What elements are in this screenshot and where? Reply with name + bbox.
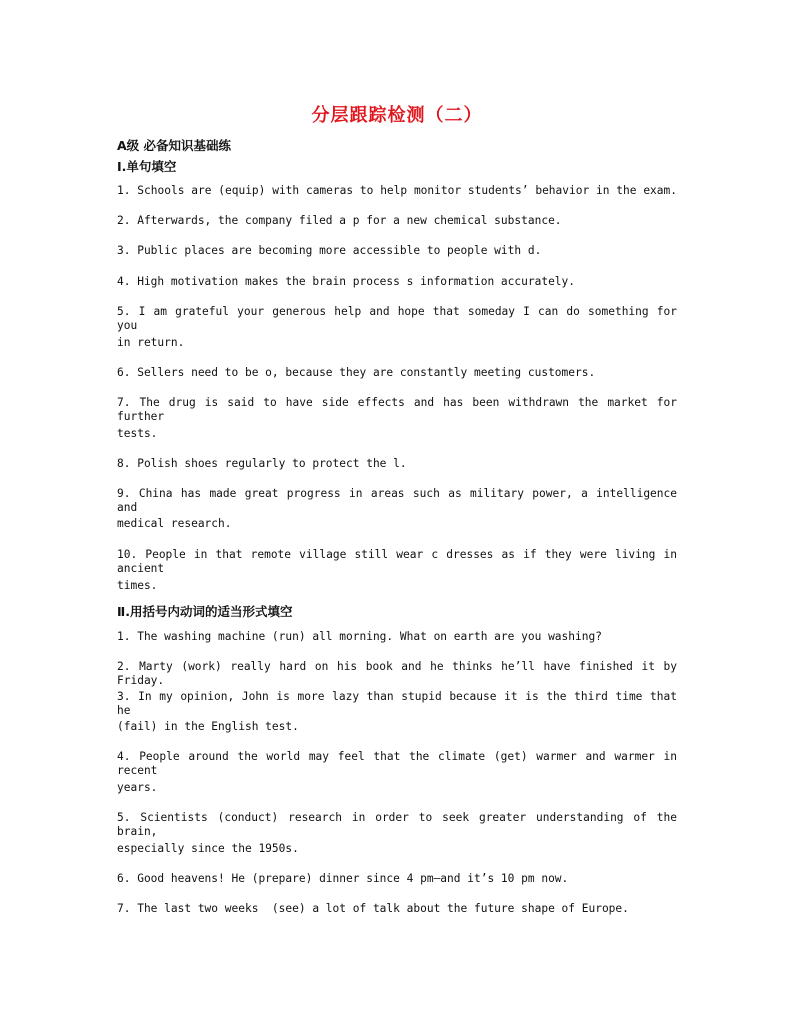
page-title: 分层跟踪检测（二） <box>311 105 483 126</box>
exercise-line: (fail) in the English test. <box>117 720 299 733</box>
exercise-line: in return. <box>117 336 185 349</box>
exercise-line: 3. In my opinion, John is more lazy than stupid because it is the third time that he <box>117 690 677 717</box>
exercise-line: 1. The washing machine (run) all morning. What on earth are you washing? <box>117 630 602 643</box>
exercise-line: 3. Public places are becoming more accessible to people with d. <box>117 244 542 257</box>
exercise-line: 2. Marty (work) really hard on his book and he thinks he’ll have finished it by Friday. <box>117 660 677 687</box>
exercise-line: times. <box>117 579 158 592</box>
exercise-line: 6. Good heavens! He (prepare) dinner since 4 pm—and it’s 10 pm now. <box>117 872 569 885</box>
exercise-line: 7. The drug is said to have side effects and has been withdrawn the market for further <box>117 396 677 423</box>
exercise-line: 10. People in that remote village still wear c dresses as if they were living in ancient <box>117 548 677 575</box>
exercise-line: 7. The last two weeks (see) a lot of talk about the future shape of Europe. <box>117 902 629 915</box>
exercise-line: 4. People around the world may feel that the climate (get) warmer and warmer in recent <box>117 750 677 777</box>
exercise-line: 4. High motivation makes the brain process s information accurately. <box>117 275 576 288</box>
exercise-line: 8. Polish shoes regularly to protect the l. <box>117 457 407 470</box>
section2-heading: Ⅱ.用括号内动词的适当形式填空 <box>117 604 293 619</box>
level-heading: A级 必备知识基础练 <box>117 138 232 153</box>
exercise-line: 6. Sellers need to be o, because they are constantly meeting customers. <box>117 366 596 379</box>
exercise-line: tests. <box>117 427 158 440</box>
exercise-line: 5. Scientists (conduct) research in order to seek greater understanding of the brain, <box>117 811 677 838</box>
exercise-line: especially since the 1950s. <box>117 842 299 855</box>
exercise-line: 5. I am grateful your generous help and hope that someday I can do something for you <box>117 305 677 332</box>
exercise-line: 1. Schools are (equip) with cameras to help monitor students’ behavior in the exam. <box>117 184 677 197</box>
section1-heading: Ⅰ.单句填空 <box>117 159 177 174</box>
exercise-line: 2. Afterwards, the company filed a p for a new chemical substance. <box>117 214 562 227</box>
exercise-line: 9. China has made great progress in areas such as military power, a intelligence and <box>117 487 677 514</box>
exercise-line: medical research. <box>117 517 232 530</box>
exercise-line: years. <box>117 781 158 794</box>
